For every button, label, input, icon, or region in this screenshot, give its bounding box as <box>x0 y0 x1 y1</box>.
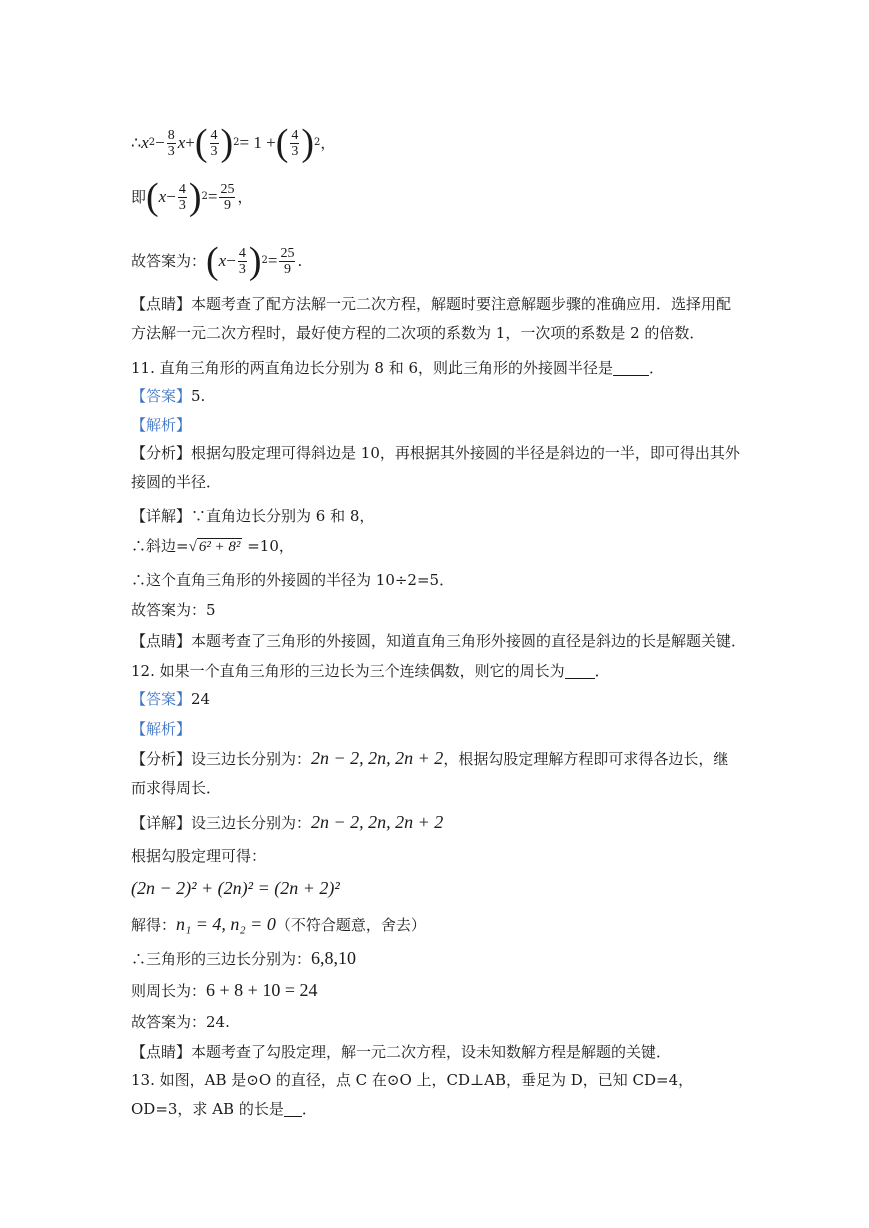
completing-square-step1: ∴ x 2 − $\frac{8}{3}$ x + ( $\frac{4}{3}$ ) 2 = 1 + ( $\frac{4}{3}$ ) 2 ， <box>131 122 336 164</box>
analysis-tag-12: 【解析】 <box>131 720 192 738</box>
comment-11: 【点睛】本题考查了三角形的外接圆，知道直角三角形外接圆的直径是斜边的长是解题关键． <box>131 632 747 650</box>
question-11: 11. 直角三角形的两直角边长分别为 8 和 6，则此三角形的外接圆半径是 ． <box>131 359 665 377</box>
final-12: 故答案为：24. <box>131 1013 230 1031</box>
answer-line-10: 故答案为： ( x − $\frac{4}{3}$ ) 2 = $\frac{25}{9}$ . <box>131 240 303 282</box>
question-13: 13. 如图，AB 是⊙O 的直径，点 C 在⊙O 上，CD⊥AB，垂足为 D，已知 CD=4，OD=3，求 AB 的长是 ． <box>131 1071 694 1118</box>
analysis-tag-11: 【解析】 <box>131 416 192 434</box>
fenxi-12: 【分析】设三边长分别为：2n − 2, 2n, 2n + 2，根据勾股定理解方程即可求得各边长，继而求得周长． <box>131 748 729 797</box>
step2-11: ∴这个直角三角形的外接圆的半径为 10÷2=5． <box>131 571 455 589</box>
detail-12: 【详解】设三边长分别为：2n − 2, 2n, 2n + 2 <box>131 812 444 832</box>
question-12: 12. 如果一个直角三角形的三边长为三个连续偶数，则它的周长为 ． <box>131 662 610 680</box>
comment-10: 【点睛】本题考查了配方法解一元二次方程，解题时要注意解题步骤的准确应用．选择用配方法解一元二次方程时，最好使方程的二次项的系数为 1，一次项的系数是 2 的倍数． <box>131 295 732 342</box>
pyth-12: 根据勾股定理可得： <box>131 847 267 865</box>
completing-square-step2: 即 ( x − $\frac{4}{3}$ ) 2 = $\frac{25}{9}$ ， <box>131 176 253 218</box>
final-11: 故答案为：5 <box>131 601 216 619</box>
answer-12: 【答案】24 <box>131 690 211 708</box>
comment-12: 【点睛】本题考查了勾股定理，解一元二次方程，设未知数解方程是解题的关键． <box>131 1043 672 1061</box>
perimeter-12: 则周长为：6 + 8 + 10 = 24 <box>131 980 318 1000</box>
step1-11: ∴斜边=√ 6² + 8² =10， <box>131 537 294 555</box>
answer-11: 【答案】5. <box>131 387 206 405</box>
equation-12: (2n − 2)² + (2n)² = (2n + 2)² <box>131 878 340 898</box>
sides-12: ∴三角形的三边长分别为：6,8,10 <box>131 948 357 968</box>
detail-11: 【详解】∵直角边长分别为 6 和 8， <box>131 507 375 525</box>
solve-12: 解得：n₁ = 4, n₂ = 0（不符合题意，舍去） <box>131 914 426 934</box>
fenxi-11: 【分析】根据勾股定理可得斜边是 10，再根据其外接圆的半径是斜边的一半，即可得出其外接圆的半径． <box>131 444 740 491</box>
